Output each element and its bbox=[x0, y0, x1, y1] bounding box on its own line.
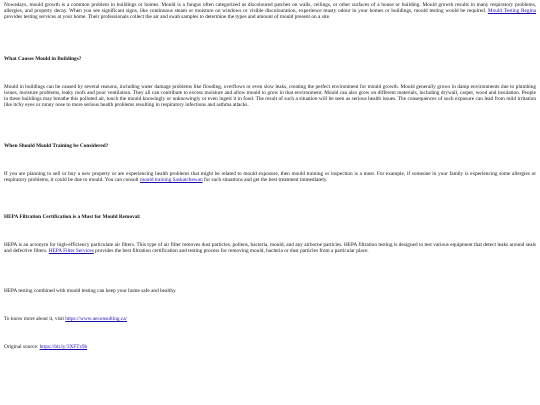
source-label: Original source: bbox=[4, 344, 39, 350]
training-text: If you are planning to sell or buy a new property or are experiencing health problems that might be related to mould exposure, then mould training or inspection is a must. For example, if someone in your family is experiencing some allergies or respiratory problems, it could be due to mould. You can consult bbox=[4, 171, 536, 184]
source-paragraph bbox=[4, 344, 536, 350]
intro-after-text: provides testing services at your home. Their professionals collect the air and swab samples to determine the types and amount of mould present on a site. bbox=[4, 14, 331, 21]
causes-paragraph: Mould in buildings can be caused by several reasons, including water damage problems like flooding, overflows or even slow leaks, creating the perfect environment for mould growth. Mould generally grows in damp environments due to plumbing issues, moisture problems, leaky roofs and poor ventilation. They all can contribute to excess moisture and allow mould to grow in that environment. Mould can also grow on different materials, including drywall, carpet, wood and insulation. People in these buildings may breathe this polluted air, touch the mould knowingly or unknowingly or even ingest it in food. The result of such a situation will be seen as serious health issues. The consequences of such exposure can lead from mild irritation like itchy eyes or runny nose to more serious health problems resulting in respiratory infections and asthma attacks. bbox=[4, 84, 536, 109]
hepa-after-text: provides the best filtration certification and testing process for removing mould, bacteria or dust particles from a particular place. bbox=[95, 248, 369, 255]
ueconsulting-link[interactable]: https://www.ueconsulting.ca/ bbox=[65, 316, 128, 322]
intro-paragraph bbox=[4, 2, 536, 20]
intro-text: Nowadays, mould growth is a common problem in buildings or homes. Mould is a fungus often categorized as discoloured patches on walls, ceilings, or other surfaces of a house or building. Mould growth results in many respiratory problems, allergies, and property decay. When you see significant signs, like continuous steam or moisture on windows or visible discolouration, experience musty odour in your homes or buildings, mould testing would be required. bbox=[4, 2, 536, 15]
causes-heading: What Causes Mould in Buildings? bbox=[4, 56, 82, 62]
more-label: To know more about it, visit bbox=[4, 316, 64, 322]
mould-testing-regina-link[interactable]: Mould Testing Regina bbox=[487, 8, 537, 15]
more-paragraph bbox=[4, 316, 536, 322]
training-heading: When Should Mould Training be Considered? bbox=[4, 143, 109, 149]
hepa-text: HEPA is an acronym for high-efficiency particulate air filters. This type of air filter removes dust particles, pollens, bacteria, mould, and any airborne particles. HEPA filtration testing is designed to test various equipment that detect leaks around seals and defective filters. bbox=[4, 242, 536, 255]
mould-training-saskatchewan-link[interactable]: mould training Saskatchewan bbox=[139, 177, 203, 184]
combined-paragraph: HEPA testing combined with mould testing can keep your home safe and healthy. bbox=[4, 288, 177, 294]
hepa-heading: HEPA Filtration Certification is a Must for Mould Removal: bbox=[4, 214, 141, 220]
hepa-filter-services-link[interactable]: HEPA Filter Services bbox=[48, 248, 94, 255]
hepa-paragraph bbox=[4, 242, 536, 254]
original-source-link[interactable]: https://bit.ly/3XFTz9b bbox=[39, 344, 88, 350]
training-after-text: for such situations and get the best treatment immediately. bbox=[203, 177, 328, 184]
training-paragraph bbox=[4, 171, 536, 183]
